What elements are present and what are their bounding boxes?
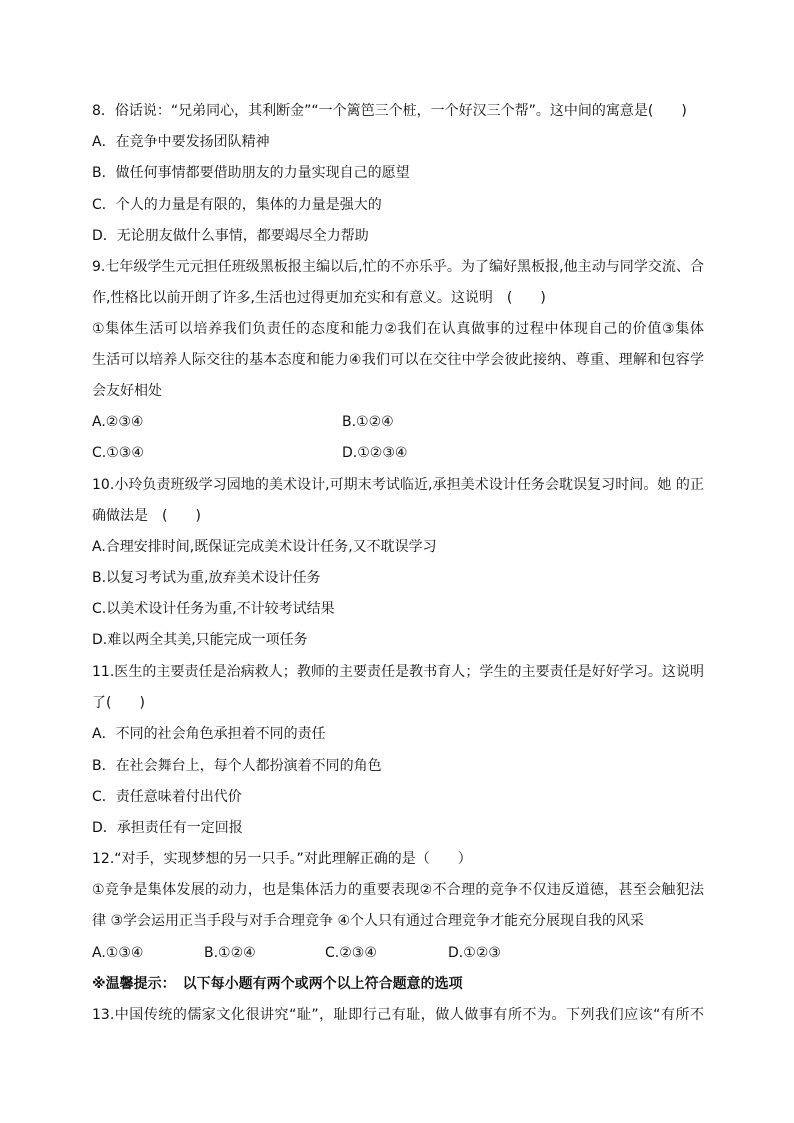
q13-stem-line1: 13.中国传统的儒家文化很讲究“耻”，耻即行己有耻，做人做事有所不为。下列我们应该“有所不 bbox=[92, 1007, 704, 1023]
q12-stem: 12.“对手，实现梦想的另一只手。”对此理解正确的是（ ） bbox=[92, 851, 472, 867]
q9-option-a: A.②③④ bbox=[92, 414, 144, 430]
q8-stem: 8．俗话说：“兄弟同心，其利断金”“一个篱笆三个桩，一个好汉三个帮”。这中间的寓意是( ) bbox=[92, 103, 687, 119]
q10-stem-line1: 10.小玲负责班级学习园地的美术设计,可期末考试临近,承担美术设计任务会耽误复习时间。她 的正 bbox=[92, 477, 704, 493]
q12-option-a: A.①③④ bbox=[92, 945, 144, 961]
q10-option-a: A.合理安排时间,既保证完成美术设计任务,又不耽误学习 bbox=[92, 539, 437, 555]
q9-statements-line2: 生活可以培养人际交往的基本态度和能力④我们可以在交往中学会彼此接纳、尊重、理解和包容学 bbox=[92, 352, 704, 368]
warm-tip: ※温馨提示： 以下每小题有两个或两个以上符合题意的选项 bbox=[92, 976, 463, 992]
q12-option-b: B.①②④ bbox=[204, 945, 256, 961]
q10-stem-line2: 确做法是 ( ) bbox=[92, 508, 201, 524]
q11-stem-line2: 了( ) bbox=[92, 695, 145, 711]
q9-statements-line3: 会友好相处 bbox=[92, 383, 162, 399]
q12-statements-line1: ①竞争是集体发展的动力，也是集体活力的重要表现②不合理的竞争不仅违反道德，甚至会触犯法 bbox=[92, 882, 704, 898]
q12-option-d: D.①②③ bbox=[448, 945, 501, 961]
q11-option-d: D．承担责任有一定回报 bbox=[92, 820, 243, 836]
q10-option-d: D.难以两全其美,只能完成一项任务 bbox=[92, 632, 308, 648]
q9-option-c: C.①③④ bbox=[92, 445, 144, 461]
q11-stem-line1: 11.医生的主要责任是治病救人；教师的主要责任是教书育人；学生的主要责任是好好学习。这说明 bbox=[92, 664, 704, 680]
q8-option-b: B．做任何事情都要借助朋友的力量实现自己的愿望 bbox=[92, 165, 410, 181]
q8-option-a: A．在竞争中要发扬团队精神 bbox=[92, 134, 270, 150]
q9-stem-line2: 作,性格比以前开朗了许多,生活也过得更加充实和有意义。这说明 ( ) bbox=[92, 290, 546, 306]
q11-option-a: A．不同的社会角色承担着不同的责任 bbox=[92, 726, 326, 742]
q8-option-d: D．无论朋友做什么事情，都要竭尽全力帮助 bbox=[92, 228, 369, 244]
q9-stem-line1: 9.七年级学生元元担任班级黑板报主编以后,忙的不亦乐乎。为了编好黑板报,他主动与同学交流、合 bbox=[92, 259, 704, 275]
q12-option-c: C.②③④ bbox=[325, 945, 377, 961]
q9-option-d: D.①②③④ bbox=[342, 445, 408, 461]
q9-statements-line1: ①集体生活可以培养我们负责任的态度和能力②我们在认真做事的过程中体现自己的价值③集体 bbox=[92, 321, 704, 337]
q10-option-c: C.以美术设计任务为重,不计较考试结果 bbox=[92, 601, 335, 617]
q11-option-c: C．责任意味着付出代价 bbox=[92, 789, 242, 805]
q10-option-b: B.以复习考试为重,放弃美术设计任务 bbox=[92, 570, 321, 586]
q12-statements-line2: 律 ③学会运用正当手段与对手合理竞争 ④个人只有通过合理竞争才能充分展现自我的风采 bbox=[92, 913, 644, 929]
q8-option-c: C．个人的力量是有限的，集体的力量是强大的 bbox=[92, 197, 382, 213]
q11-option-b: B．在社会舞台上，每个人都扮演着不同的角色 bbox=[92, 758, 382, 774]
q9-option-b: B.①②④ bbox=[342, 414, 394, 430]
